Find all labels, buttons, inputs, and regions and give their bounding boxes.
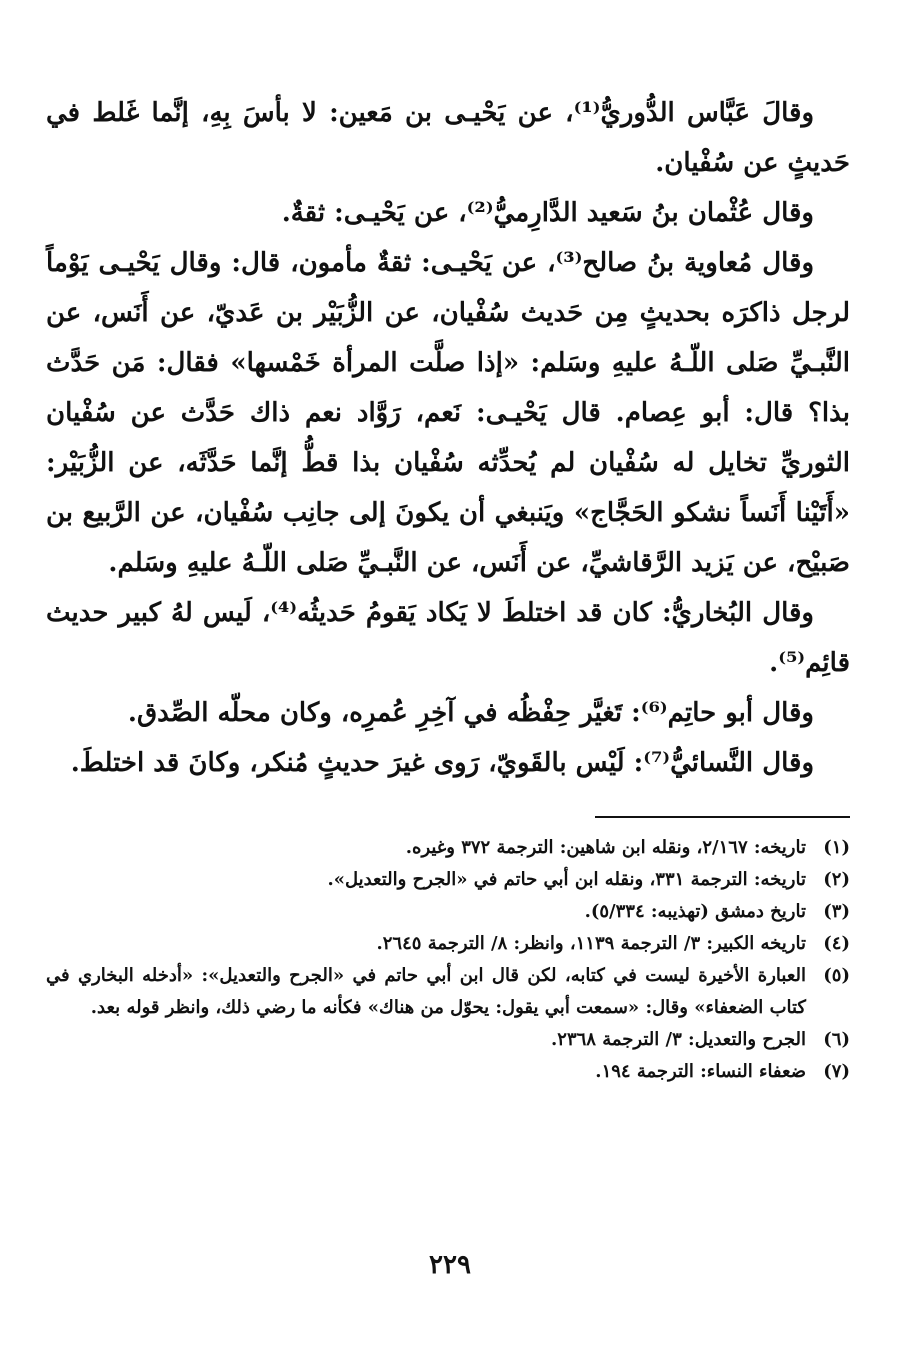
paragraph-muawiya-salih: وقال مُعاوية بنُ صالح⁽³⁾، عن يَحْيـى: ثقةٌ مأمون، قال: وقال يَحْيـى يَوْماً لرجل ذاكرَه بحديثٍ مِن حَديث سُفْيان، عن الزُّبَيْر بن عَديّ، عن أَنَس، عن النَّبـيِّ صَلى اللّـهُ عليهِ وسَلم: «إذا صلَّت المرأة خَمْسها» فقال: مَن حَدَّث بذا؟ قال: أبو عِصام. قال يَحْيـى: نَعم، رَوَّاد نعم ذاك حَدَّث عن سُفْيان الثوريِّ تخايل له سُفْيان لم يُحدِّثه سُفْيان بذا قطُّ إنَّما حَدَّثَه، عن الزُّبَيْر: «أَتَيْنا أَنَساً نشكو الحَجَّاج» ويَنبغي أن يكونَ إلى جانِب سُفْيان، عن الرَّبيع بن صَبيْح، عن يَزيد الرَّقاشيِّ، عن أَنَس، عن النَّبـيِّ صَلى اللّـهُ عليهِ وسَلم.	[46, 248, 850, 578]
footnote-text: تاريخه: ٢/١٦٧، ونقله ابن شاهين: الترجمة ٣٧٢ وغيره.	[405, 837, 806, 858]
footnote-item	[46, 960, 850, 1024]
footnote-item	[46, 896, 850, 928]
footnote-number: (٢)	[823, 869, 850, 890]
footnote-text: العبارة الأخيرة ليست في كتابه، لكن قال ابن أبي حاتم في «الجرح والتعديل»: «أدخله البخاري في كتاب الضعفاء» وقال: «سمعت أبي يقول: يحوّل من هناك» فكأنه ما رضي ذلك، وانظر قوله بعد.	[46, 965, 806, 1018]
footnote-number: (٥)	[823, 965, 850, 986]
footnote-text: تاريخه الكبير: ٣/ الترجمة ١١٣٩، وانظر: ٨/ الترجمة ٢٦٤٥.	[376, 933, 806, 954]
footnote-number: (٣)	[823, 901, 850, 922]
footnote-text: تاريخ دمشق (تهذيبه: ٥/٣٣٤).	[584, 901, 806, 922]
footnote-number: (١)	[823, 837, 850, 858]
footnote-item	[46, 1056, 850, 1088]
footnote-divider	[595, 816, 850, 818]
paragraph-nasai: وقال النَّسائيُّ⁽⁷⁾: لَيْس بالقَويّ، رَوى غيرَ حديثٍ مُنكر، وكانَ قد اختلطَ.	[70, 748, 814, 778]
footnote-number: (٤)	[823, 933, 850, 954]
page-number: ٢٢٩	[429, 1250, 471, 1280]
footnote-number: (٧)	[823, 1061, 850, 1082]
main-text	[46, 88, 850, 788]
footnote-item	[46, 832, 850, 864]
paragraph-uthman-darimi: وقال عُثْمان بنُ سَعيد الدَّارِميُّ⁽²⁾، عن يَحْيـى: ثقةٌ.	[281, 198, 814, 228]
footnote-number: (٦)	[823, 1029, 850, 1050]
footnote-text: تاريخه: الترجمة ٣٣١، ونقله ابن أبي حاتم في «الجرح والتعديل».	[327, 869, 806, 890]
footnote-text: الجرح والتعديل: ٣/ الترجمة ٢٣٦٨.	[551, 1029, 806, 1050]
paragraph-abu-hatim: وقال أبو حاتِم⁽⁶⁾: تَغيَّر حِفْظُه في آخِرِ عُمرِه، وكان محلّه الصِّدق.	[127, 698, 814, 728]
paragraph-bukhari: وقال البُخاريُّ: كان قد اختلطَ لا يَكاد يَقومُ حَديثُه⁽⁴⁾، لَيس لهُ كبير حديث قائِم⁽⁵⁾.	[46, 598, 850, 678]
footnote-text: ضعفاء النساء: الترجمة ١٩٤.	[595, 1061, 806, 1082]
footnote-item	[46, 864, 850, 896]
footnotes	[46, 832, 850, 1088]
footnote-item	[46, 928, 850, 960]
footnote-item	[46, 1024, 850, 1056]
paragraph-abbas-duri: وقالَ عَبَّاس الدُّوريُّ⁽¹⁾، عن يَحْيـى بن مَعين: لا بأسَ بِهِ، إنَّما غَلط في حَديثٍ عن سُفْيان.	[46, 98, 850, 178]
